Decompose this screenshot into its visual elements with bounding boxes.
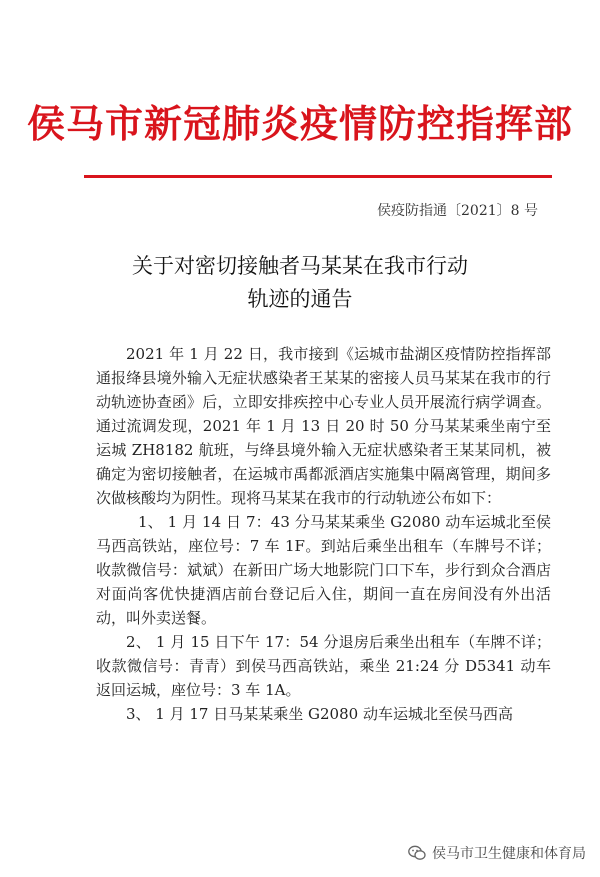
itinerary-item-1: 1、 1 月 14 日 7：43 分马某某乘坐 G2080 动车运城北至侯马西高铁站，座位号：7 车 1F。到站后乘坐出租车（车牌号不详；收款微信号：斌斌）在新田广场大地影院门口下车，步行到众合酒店对面尚客优快捷酒店前台登记后入住，期间一直在房间没有外出活动，叫外卖送餐。 [96, 513, 551, 627]
intro-paragraph: 2021 年 1 月 22 日，我市接到《运城市盐湖区疫情防控指挥部通报绛县境外输入无症状感染者王某某的密接人员马某某在我市的行动轨迹协查函》后，立即安排疾控中心专业人员开展流行病学调查。通过流调发现，2021 年 1 月 13 日 20 时 50 分马某某乘坐南宁至运城 ZH8182 航班，与绛县境外输入无症状感染者王某某同机，被确定为密切接触者，在运城市禹都派酒店实施集中隔离管理，期间多次做核酸均为阴性。现将马某某在我市的行动轨迹公布如下： [96, 345, 551, 507]
document-title-line-2: 轨迹的通告 [247, 287, 353, 311]
document-title [0, 250, 600, 316]
document-title-line-1: 关于对密切接触者马某某在我市行动 [132, 254, 468, 278]
source-account-name: 侯马市卫生健康和体育局 [432, 846, 586, 862]
itinerary-item-3: 3、 1 月 17 日马某某乘坐 G2080 动车运城北至侯马西高 [126, 705, 513, 723]
wechat-icon [408, 845, 426, 861]
document-number: 侯疫防指通〔2021〕8 号 [377, 203, 538, 219]
itinerary-item-2: 2、 1 月 15 日下午 17：54 分退房后乘坐出租车（车牌不详；收款微信号：青青）到侯马西高铁站，乘坐 21:24 分 D5341 动车返回运城，座位号：3 车 1A。 [96, 633, 551, 699]
issuer-header-title: 侯马市新冠肺炎疫情防控指挥部 [26, 101, 573, 146]
document-body [96, 342, 551, 726]
source-watermark [408, 843, 586, 863]
header-red-rule [84, 175, 552, 178]
